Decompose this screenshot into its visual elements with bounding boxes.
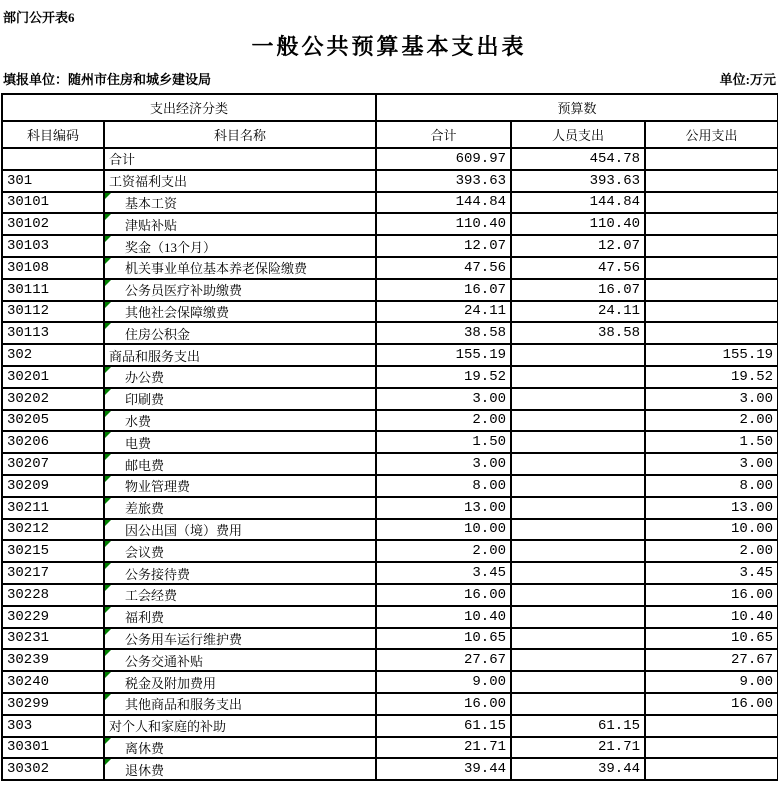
comment-marker-icon bbox=[105, 607, 111, 613]
comment-marker-icon bbox=[105, 214, 111, 220]
cell-total: 16.00 bbox=[376, 693, 511, 715]
cell-personnel bbox=[511, 453, 645, 475]
cell-total: 3.00 bbox=[376, 388, 511, 410]
table-row bbox=[2, 671, 778, 693]
row-label: 工资福利支出 bbox=[109, 174, 188, 190]
table-row bbox=[2, 497, 778, 519]
cell-public: 27.67 bbox=[645, 649, 778, 671]
col-header-total: 合计 bbox=[376, 121, 511, 148]
row-label: 离休费 bbox=[125, 740, 165, 756]
cell-name bbox=[104, 475, 376, 497]
cell-public: 16.00 bbox=[645, 584, 778, 606]
cell-name bbox=[104, 519, 376, 541]
row-label: 公务接待费 bbox=[125, 566, 191, 582]
cell-total: 3.00 bbox=[376, 453, 511, 475]
cell-personnel: 144.84 bbox=[511, 192, 645, 214]
cell-personnel: 393.63 bbox=[511, 170, 645, 192]
cell-name bbox=[104, 562, 376, 584]
table-row bbox=[2, 540, 778, 562]
cell-personnel bbox=[511, 388, 645, 410]
cell-code: 30209 bbox=[2, 475, 104, 497]
header-group-budget: 预算数 bbox=[376, 94, 778, 121]
cell-public: 10.00 bbox=[645, 519, 778, 541]
cell-personnel bbox=[511, 431, 645, 453]
cell-total: 24.11 bbox=[376, 301, 511, 323]
cell-total: 16.07 bbox=[376, 279, 511, 301]
row-label: 物业管理费 bbox=[125, 479, 191, 495]
cell-total: 47.56 bbox=[376, 257, 511, 279]
cell-code: 30112 bbox=[2, 301, 104, 323]
cell-total: 19.52 bbox=[376, 366, 511, 388]
table-row bbox=[2, 388, 778, 410]
cell-total: 10.40 bbox=[376, 606, 511, 628]
row-label: 税金及附加费用 bbox=[125, 675, 217, 691]
table-row bbox=[2, 562, 778, 584]
table-row bbox=[2, 584, 778, 606]
comment-marker-icon bbox=[105, 650, 111, 656]
table-row bbox=[2, 475, 778, 497]
cell-code: 30108 bbox=[2, 257, 104, 279]
reporting-unit-label: 填报单位：随州市住房和城乡建设局 bbox=[3, 72, 212, 87]
cell-public bbox=[645, 257, 778, 279]
cell-total: 12.07 bbox=[376, 235, 511, 257]
row-label: 工会经费 bbox=[125, 588, 178, 604]
cell-personnel bbox=[511, 649, 645, 671]
table-row bbox=[2, 606, 778, 628]
page-title: 一般公共预算基本支出表 bbox=[251, 34, 527, 59]
cell-personnel bbox=[511, 410, 645, 432]
table-row bbox=[2, 192, 778, 214]
cell-name bbox=[104, 213, 376, 235]
row-label: 邮电费 bbox=[125, 457, 165, 473]
cell-public bbox=[645, 301, 778, 323]
cell-personnel bbox=[511, 540, 645, 562]
row-label: 商品和服务支出 bbox=[109, 348, 201, 364]
cell-code: 30215 bbox=[2, 540, 104, 562]
cell-personnel: 21.71 bbox=[511, 737, 645, 759]
row-label: 合计 bbox=[109, 152, 136, 168]
row-label: 办公费 bbox=[125, 370, 165, 386]
cell-personnel: 61.15 bbox=[511, 715, 645, 737]
cell-name bbox=[104, 606, 376, 628]
cell-name bbox=[104, 257, 376, 279]
comment-marker-icon bbox=[105, 541, 111, 547]
row-label: 奖金（13个月） bbox=[125, 239, 217, 255]
cell-code: 30240 bbox=[2, 671, 104, 693]
table-row bbox=[2, 519, 778, 541]
row-label: 公务用车运行维护费 bbox=[125, 631, 243, 647]
comment-marker-icon bbox=[105, 193, 111, 199]
cell-code: 30113 bbox=[2, 322, 104, 344]
header-columns-row bbox=[2, 121, 778, 148]
cell-code: 30239 bbox=[2, 649, 104, 671]
table-row bbox=[2, 301, 778, 323]
cell-total: 393.63 bbox=[376, 170, 511, 192]
cell-code: 303 bbox=[2, 715, 104, 737]
cell-name bbox=[104, 301, 376, 323]
cell-personnel: 47.56 bbox=[511, 257, 645, 279]
col-header-code: 科目编码 bbox=[2, 121, 104, 148]
cell-name bbox=[104, 431, 376, 453]
meta-row bbox=[3, 69, 776, 88]
cell-name bbox=[104, 693, 376, 715]
cell-public: 10.65 bbox=[645, 628, 778, 650]
cell-personnel bbox=[511, 519, 645, 541]
cell-code: 30228 bbox=[2, 584, 104, 606]
table-row bbox=[2, 322, 778, 344]
cell-public: 9.00 bbox=[645, 671, 778, 693]
table-row bbox=[2, 170, 778, 192]
cell-code: 30211 bbox=[2, 497, 104, 519]
cell-code: 30231 bbox=[2, 628, 104, 650]
table-row bbox=[2, 715, 778, 737]
cell-public: 3.45 bbox=[645, 562, 778, 584]
cell-code: 30111 bbox=[2, 279, 104, 301]
table-row bbox=[2, 758, 778, 780]
comment-marker-icon bbox=[105, 672, 111, 678]
table-row bbox=[2, 344, 778, 366]
cell-code: 301 bbox=[2, 170, 104, 192]
cell-public bbox=[645, 279, 778, 301]
cell-personnel: 39.44 bbox=[511, 758, 645, 780]
row-label: 住房公积金 bbox=[125, 326, 191, 342]
comment-marker-icon bbox=[105, 302, 111, 308]
cell-name bbox=[104, 344, 376, 366]
cell-public bbox=[645, 737, 778, 759]
cell-total: 144.84 bbox=[376, 192, 511, 214]
budget-table bbox=[1, 93, 778, 781]
cell-public: 3.00 bbox=[645, 453, 778, 475]
cell-public: 10.40 bbox=[645, 606, 778, 628]
comment-marker-icon bbox=[105, 694, 111, 700]
cell-name bbox=[104, 628, 376, 650]
cell-public: 2.00 bbox=[645, 540, 778, 562]
cell-name bbox=[104, 649, 376, 671]
row-label: 对个人和家庭的补助 bbox=[109, 719, 227, 735]
table-row bbox=[2, 453, 778, 475]
cell-public: 8.00 bbox=[645, 475, 778, 497]
comment-marker-icon bbox=[105, 585, 111, 591]
cell-total: 16.00 bbox=[376, 584, 511, 606]
cell-personnel bbox=[511, 562, 645, 584]
comment-marker-icon bbox=[105, 498, 111, 504]
comment-marker-icon bbox=[105, 476, 111, 482]
cell-name bbox=[104, 737, 376, 759]
cell-total: 8.00 bbox=[376, 475, 511, 497]
cell-total: 1.50 bbox=[376, 431, 511, 453]
cell-personnel bbox=[511, 584, 645, 606]
cell-personnel bbox=[511, 344, 645, 366]
table-row bbox=[2, 148, 778, 170]
cell-code: 30301 bbox=[2, 737, 104, 759]
cell-personnel bbox=[511, 606, 645, 628]
cell-code: 30299 bbox=[2, 693, 104, 715]
comment-marker-icon bbox=[105, 563, 111, 569]
cell-total: 2.00 bbox=[376, 540, 511, 562]
cell-name bbox=[104, 192, 376, 214]
comment-marker-icon bbox=[105, 280, 111, 286]
cell-public bbox=[645, 213, 778, 235]
cell-public bbox=[645, 170, 778, 192]
cell-personnel: 24.11 bbox=[511, 301, 645, 323]
comment-marker-icon bbox=[105, 411, 111, 417]
cell-total: 110.40 bbox=[376, 213, 511, 235]
cell-total: 21.71 bbox=[376, 737, 511, 759]
table-row bbox=[2, 628, 778, 650]
cell-code: 30202 bbox=[2, 388, 104, 410]
cell-total: 39.44 bbox=[376, 758, 511, 780]
cell-public bbox=[645, 192, 778, 214]
cell-code: 302 bbox=[2, 344, 104, 366]
row-label: 公务交通补贴 bbox=[125, 653, 204, 669]
header-group-expenditure-class: 支出经济分类 bbox=[2, 94, 376, 121]
cell-name bbox=[104, 148, 376, 170]
cell-name bbox=[104, 453, 376, 475]
comment-marker-icon bbox=[105, 432, 111, 438]
cell-name bbox=[104, 758, 376, 780]
cell-total: 3.45 bbox=[376, 562, 511, 584]
cell-total: 155.19 bbox=[376, 344, 511, 366]
table-row bbox=[2, 366, 778, 388]
row-label: 水费 bbox=[125, 413, 152, 429]
table-row bbox=[2, 257, 778, 279]
col-header-name: 科目名称 bbox=[104, 121, 376, 148]
table-row bbox=[2, 410, 778, 432]
row-label: 印刷费 bbox=[125, 392, 165, 408]
cell-code: 30205 bbox=[2, 410, 104, 432]
row-label: 公务员医疗补助缴费 bbox=[125, 283, 243, 299]
table-row bbox=[2, 431, 778, 453]
cell-name bbox=[104, 170, 376, 192]
row-label: 福利费 bbox=[125, 610, 165, 626]
col-header-personnel: 人员支出 bbox=[511, 121, 645, 148]
cell-public bbox=[645, 322, 778, 344]
cell-name bbox=[104, 235, 376, 257]
cell-total: 10.00 bbox=[376, 519, 511, 541]
cell-total: 13.00 bbox=[376, 497, 511, 519]
comment-marker-icon bbox=[105, 367, 111, 373]
table-header bbox=[2, 94, 778, 148]
table-row bbox=[2, 693, 778, 715]
cell-personnel: 454.78 bbox=[511, 148, 645, 170]
cell-code: 30101 bbox=[2, 192, 104, 214]
cell-name bbox=[104, 497, 376, 519]
cell-code: 30207 bbox=[2, 453, 104, 475]
row-label: 机关事业单位基本养老保险缴费 bbox=[125, 261, 308, 277]
table-body bbox=[2, 148, 778, 780]
row-label: 津贴补贴 bbox=[125, 217, 178, 233]
comment-marker-icon bbox=[105, 629, 111, 635]
cell-public: 16.00 bbox=[645, 693, 778, 715]
cell-public bbox=[645, 148, 778, 170]
cell-public bbox=[645, 758, 778, 780]
row-label: 电费 bbox=[125, 435, 152, 451]
cell-code: 30201 bbox=[2, 366, 104, 388]
row-label: 会议费 bbox=[125, 544, 165, 560]
cell-name bbox=[104, 366, 376, 388]
cell-personnel: 12.07 bbox=[511, 235, 645, 257]
row-label: 因公出国（境）费用 bbox=[125, 522, 243, 538]
cell-public: 3.00 bbox=[645, 388, 778, 410]
cell-total: 609.97 bbox=[376, 148, 511, 170]
cell-personnel bbox=[511, 475, 645, 497]
cell-personnel bbox=[511, 671, 645, 693]
cell-name bbox=[104, 279, 376, 301]
cell-code bbox=[2, 148, 104, 170]
cell-personnel bbox=[511, 628, 645, 650]
row-label: 基本工资 bbox=[125, 195, 178, 211]
comment-marker-icon bbox=[105, 759, 111, 765]
cell-code: 30302 bbox=[2, 758, 104, 780]
cell-total: 2.00 bbox=[376, 410, 511, 432]
cell-personnel bbox=[511, 497, 645, 519]
cell-total: 27.67 bbox=[376, 649, 511, 671]
cell-public: 13.00 bbox=[645, 497, 778, 519]
cell-code: 30217 bbox=[2, 562, 104, 584]
col-header-public: 公用支出 bbox=[645, 121, 778, 148]
cell-code: 30103 bbox=[2, 235, 104, 257]
cell-name bbox=[104, 540, 376, 562]
cell-total: 10.65 bbox=[376, 628, 511, 650]
table-row bbox=[2, 737, 778, 759]
cell-public: 2.00 bbox=[645, 410, 778, 432]
cell-personnel: 38.58 bbox=[511, 322, 645, 344]
cell-personnel bbox=[511, 693, 645, 715]
row-label: 其他社会保障缴费 bbox=[125, 304, 230, 320]
cell-name bbox=[104, 584, 376, 606]
row-label: 其他商品和服务支出 bbox=[125, 697, 243, 713]
cell-personnel: 16.07 bbox=[511, 279, 645, 301]
table-row bbox=[2, 235, 778, 257]
comment-marker-icon bbox=[105, 236, 111, 242]
cell-public: 155.19 bbox=[645, 344, 778, 366]
cell-total: 9.00 bbox=[376, 671, 511, 693]
row-label: 差旅费 bbox=[125, 501, 165, 517]
cell-name bbox=[104, 322, 376, 344]
comment-marker-icon bbox=[105, 454, 111, 460]
table-row bbox=[2, 279, 778, 301]
cell-public: 19.52 bbox=[645, 366, 778, 388]
cell-public bbox=[645, 235, 778, 257]
cell-public: 1.50 bbox=[645, 431, 778, 453]
unit-label: 单位:万元 bbox=[719, 72, 776, 87]
cell-personnel: 110.40 bbox=[511, 213, 645, 235]
cell-personnel bbox=[511, 366, 645, 388]
comment-marker-icon bbox=[105, 389, 111, 395]
header-group-row bbox=[2, 94, 778, 121]
comment-marker-icon bbox=[105, 258, 111, 264]
cell-name bbox=[104, 715, 376, 737]
cell-name bbox=[104, 410, 376, 432]
table-row bbox=[2, 213, 778, 235]
cell-name bbox=[104, 388, 376, 410]
row-label: 退休费 bbox=[125, 762, 165, 778]
comment-marker-icon bbox=[105, 738, 111, 744]
cell-code: 30206 bbox=[2, 431, 104, 453]
comment-marker-icon bbox=[105, 520, 111, 526]
cell-code: 30229 bbox=[2, 606, 104, 628]
comment-marker-icon bbox=[105, 323, 111, 329]
cell-code: 30102 bbox=[2, 213, 104, 235]
table-row bbox=[2, 649, 778, 671]
cell-total: 61.15 bbox=[376, 715, 511, 737]
cell-name bbox=[104, 671, 376, 693]
cell-code: 30212 bbox=[2, 519, 104, 541]
cell-public bbox=[645, 715, 778, 737]
sheet-label: 部门公开表6 bbox=[3, 10, 75, 25]
cell-total: 38.58 bbox=[376, 322, 511, 344]
